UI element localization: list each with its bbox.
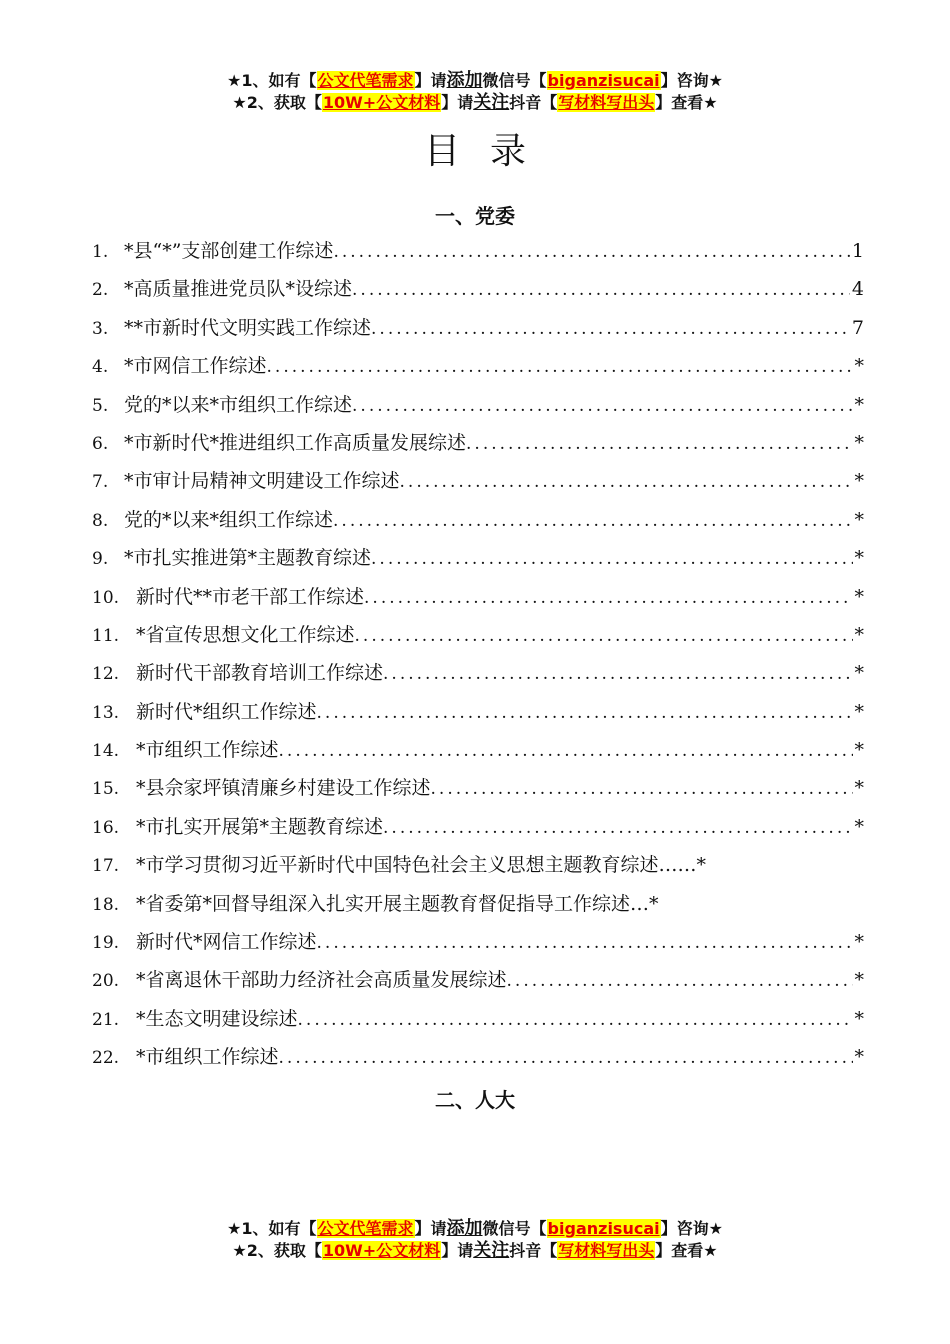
banner-line-2 [0, 92, 950, 114]
toc-entry-title: 新时代*网信工作综述 [136, 931, 317, 954]
toc-leader-dots [371, 549, 852, 569]
toc-leader-dots [333, 511, 852, 531]
toc-entry-page: * [854, 547, 864, 570]
banner-highlight: 写材料写出头 [558, 93, 655, 112]
toc-entry-number: 13. [92, 702, 120, 723]
toc-entry-page: * [854, 662, 864, 685]
banner-text: ★2、获取【 [232, 93, 322, 112]
toc-entry-number: 5. [92, 395, 109, 416]
toc-entry-page: * [854, 815, 864, 838]
toc-leader-dots [333, 242, 849, 262]
toc-entry-title: 新时代干部教育培训工作综述 [136, 662, 384, 685]
toc-entry[interactable] [92, 850, 864, 888]
toc-leader-dots [431, 779, 853, 799]
banner-emphasis: 关注 [473, 1240, 510, 1261]
toc-entry-number: 15. [92, 779, 120, 800]
toc-entry-number: 17. [92, 856, 120, 877]
toc-leader-dots [317, 703, 853, 723]
toc-entry-number: 22. [92, 1048, 120, 1069]
banner-line-1 [0, 1218, 950, 1240]
banner-highlight: 10W+公文材料 [322, 93, 441, 112]
toc-entry[interactable] [92, 1042, 864, 1080]
toc-entry-page: * [854, 739, 864, 762]
toc-entry-page: * [854, 969, 864, 992]
banner-text: 】咨询★ [660, 1219, 723, 1238]
banner-text: 】请 [414, 1219, 447, 1238]
toc-entry[interactable] [92, 313, 864, 351]
toc-entry-title: *市审计局精神文明建设工作综述 [124, 470, 400, 493]
toc-entry-page: * [854, 1046, 864, 1069]
banner-emphasis: 添加 [446, 1218, 483, 1239]
toc-entry[interactable] [92, 274, 864, 312]
banner-line-1 [0, 70, 950, 92]
header-banner [0, 70, 950, 114]
toc-entry-page: * [854, 1007, 864, 1030]
footer-banner [0, 1218, 950, 1262]
toc-leader-dots [371, 319, 850, 339]
section-heading-party-committee: 一、党委 [435, 204, 515, 228]
banner-text: 微信号【 [482, 71, 547, 90]
toc-leader-dots [267, 357, 853, 377]
toc-entry[interactable] [92, 505, 864, 543]
toc-entry-title: *省宣传思想文化工作综述 [136, 623, 355, 646]
toc-entry-number: 6. [92, 433, 109, 454]
toc-entry-number: 21. [92, 1009, 120, 1030]
toc-leader-dots [466, 434, 852, 454]
banner-highlight: 写材料写出头 [558, 1241, 655, 1260]
banner-highlight: 公文代笔需求 [317, 71, 414, 90]
toc-entry[interactable] [92, 620, 864, 658]
toc-leader-dots [279, 741, 853, 761]
toc-entry-title: 党的*以来*组织工作综述 [124, 508, 334, 531]
toc-leader-dots [279, 1048, 853, 1068]
table-of-contents [92, 236, 864, 1081]
toc-leader-dots [352, 396, 852, 416]
toc-entry-page: * [854, 777, 864, 800]
toc-entry-number: 12. [92, 664, 120, 685]
toc-entry-number: 7. [92, 472, 109, 493]
toc-entry-number: 14. [92, 741, 120, 762]
toc-leader-dots [400, 472, 853, 492]
toc-entry-page: * [854, 585, 864, 608]
toc-entry-number: 2. [92, 280, 109, 301]
toc-entry-title: *生态文明建设综述 [136, 1007, 298, 1030]
toc-entry[interactable] [92, 889, 864, 927]
toc-entry[interactable] [92, 697, 864, 735]
toc-leader-dots [298, 1010, 853, 1030]
banner-text: 】请 [441, 1241, 474, 1260]
toc-entry-page: 1 [851, 240, 864, 262]
toc-entry-title: 新时代*组织工作综述 [136, 700, 317, 723]
toc-entry[interactable] [92, 812, 864, 850]
banner-text: 】请 [441, 93, 474, 112]
banner-highlight: 10W+公文材料 [322, 1241, 441, 1260]
toc-entry-page: * [854, 393, 864, 416]
toc-entry-number: 8. [92, 510, 109, 531]
banner-highlight: 公文代笔需求 [317, 1219, 414, 1238]
toc-entry-number: 18. [92, 894, 120, 915]
banner-line-2 [0, 1240, 950, 1262]
toc-leader-dots [355, 626, 853, 646]
banner-text: ★1、如有【 [227, 71, 317, 90]
toc-entry[interactable] [92, 965, 864, 1003]
toc-entry-title: *市组织工作综述 [136, 739, 279, 762]
toc-leader-dots [383, 664, 852, 684]
banner-text: 】咨询★ [660, 71, 723, 90]
toc-entry-number: 1. [92, 242, 109, 262]
toc-entry-number: 10. [92, 587, 120, 608]
toc-entry-title: *县“*”支部创建工作综述 [124, 240, 334, 262]
toc-entry[interactable] [92, 351, 864, 389]
toc-entry-page: * [854, 508, 864, 531]
toc-entry[interactable] [92, 658, 864, 696]
toc-entry-title: *高质量推进党员队*设综述 [124, 278, 353, 301]
toc-entry-title: *省委第*回督导组深入扎实开展主题教育督促指导工作综述…* [136, 892, 659, 915]
toc-entry-number: 4. [92, 357, 109, 378]
banner-text: 抖音【 [509, 93, 558, 112]
toc-entry-page: * [854, 623, 864, 646]
banner-highlight: biganzisucai [547, 1219, 660, 1238]
toc-entry[interactable] [92, 582, 864, 620]
toc-entry[interactable] [92, 236, 864, 274]
toc-entry[interactable] [92, 390, 864, 428]
toc-entry-title: **市新时代文明实践工作综述 [124, 316, 372, 339]
toc-leader-dots [383, 818, 852, 838]
banner-emphasis: 关注 [473, 92, 510, 113]
toc-entry-page: * [854, 700, 864, 723]
banner-text: 抖音【 [509, 1241, 558, 1260]
toc-entry[interactable] [92, 773, 864, 811]
toc-entry-number: 16. [92, 817, 120, 838]
toc-entry[interactable] [92, 466, 864, 504]
toc-entry[interactable] [92, 428, 864, 466]
banner-text: 】请 [414, 71, 447, 90]
toc-entry-title: *市组织工作综述 [136, 1046, 279, 1069]
banner-text: ★1、如有【 [227, 1219, 317, 1238]
toc-entry-title: *市学习贯彻习近平新时代中国特色社会主义思想主题教育综述……* [136, 854, 707, 877]
toc-entry-page: * [854, 431, 864, 454]
banner-highlight: biganzisucai [547, 71, 660, 90]
toc-entry[interactable] [92, 543, 864, 581]
toc-entry-title: *市扎实推进第*主题教育综述 [124, 547, 372, 570]
toc-entry-number: 20. [92, 971, 120, 992]
toc-entry-page: * [854, 470, 864, 493]
toc-entry-number: 11. [92, 625, 120, 646]
toc-entry-title: *省离退休干部助力经济社会高质量发展综述 [136, 969, 507, 992]
toc-entry[interactable] [92, 1004, 864, 1042]
toc-entry-title: 新时代**市老干部工作综述 [136, 585, 365, 608]
toc-entry-number: 3. [92, 318, 109, 339]
banner-text: 微信号【 [482, 1219, 547, 1238]
toc-entry-page: * [854, 931, 864, 954]
toc-entry-title: *市网信工作综述 [124, 355, 267, 378]
toc-entry-page: 7 [851, 316, 864, 339]
toc-entry-title: 党的*以来*市组织工作综述 [124, 393, 353, 416]
toc-entry[interactable] [92, 735, 864, 773]
toc-entry-page: 4 [851, 278, 864, 301]
banner-text: 】查看★ [655, 93, 718, 112]
toc-entry-title: *市扎实开展第*主题教育综述 [136, 815, 384, 838]
toc-leader-dots [364, 588, 852, 608]
banner-emphasis: 添加 [446, 70, 483, 91]
section-heading-peoples-congress: 二、人大 [435, 1088, 515, 1112]
banner-text: ★2、获取【 [232, 1241, 322, 1260]
toc-entry-title: *县佘家坪镇清廉乡村建设工作综述 [136, 777, 431, 800]
toc-leader-dots [317, 933, 853, 953]
page-title: 目录 [423, 131, 556, 172]
toc-entry-page: * [854, 355, 864, 378]
toc-leader-dots [507, 971, 853, 991]
toc-entry-number: 9. [92, 549, 109, 570]
toc-entry[interactable] [92, 927, 864, 965]
toc-entry-number: 19. [92, 933, 120, 954]
toc-entry-title: *市新时代*推进组织工作高质量发展综述 [124, 431, 467, 454]
toc-leader-dots [352, 280, 850, 300]
banner-text: 】查看★ [655, 1241, 718, 1260]
